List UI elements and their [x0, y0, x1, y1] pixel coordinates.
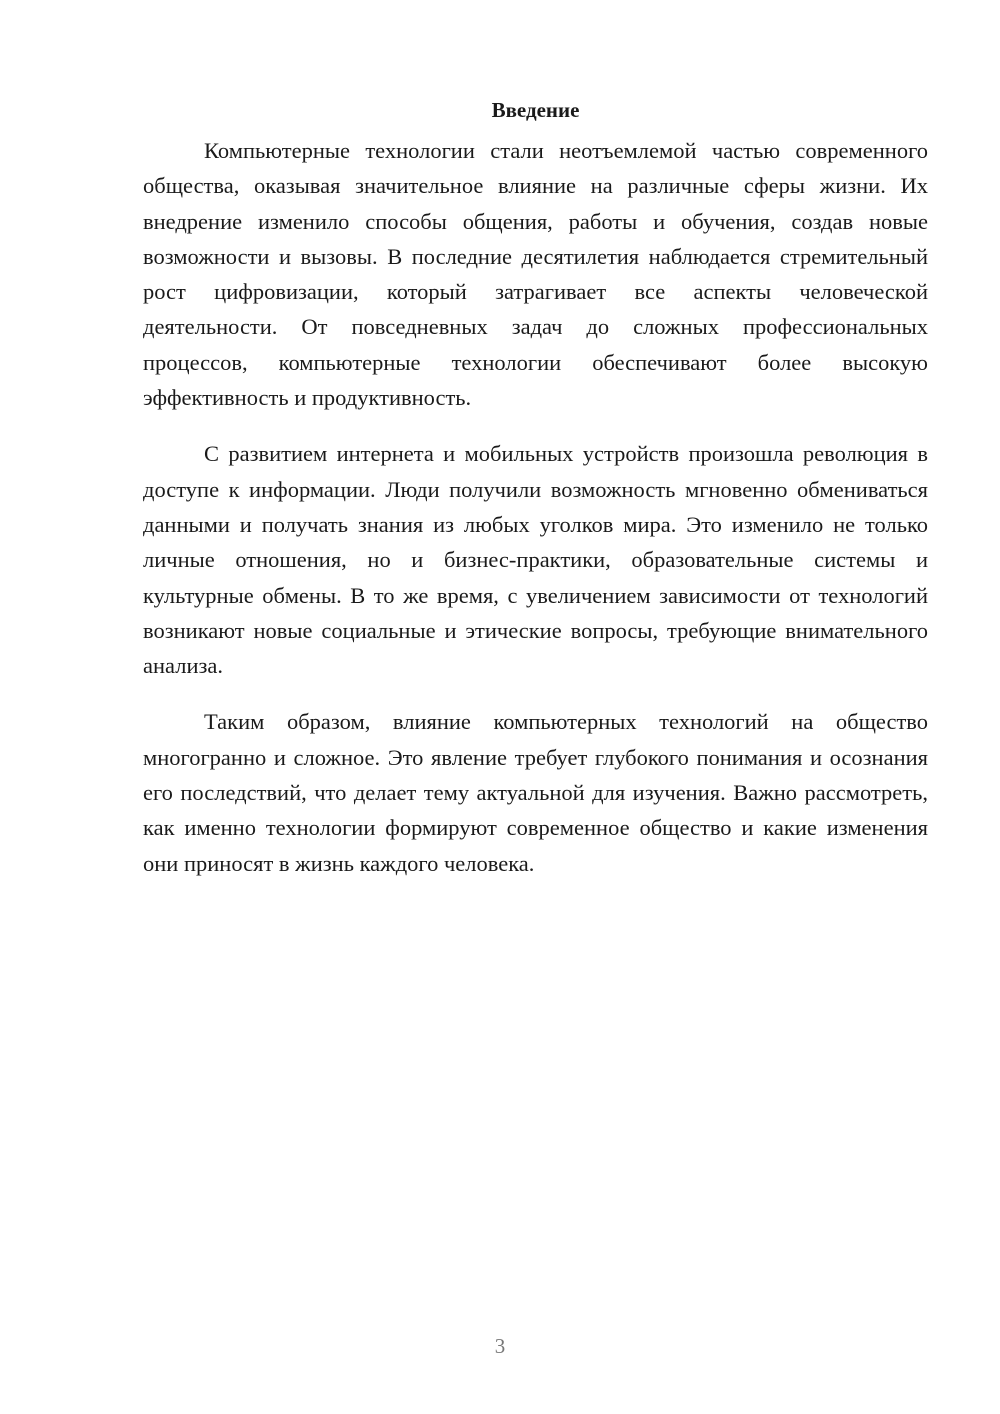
paragraph-1: Компьютерные технологии стали неотъемлемой частью современного общества, оказывая значительное влияние на различные сферы жизни. Их внедрение изменило способы общения, работы и обучения, создав новые возможности и вызовы. В последние десятилетия наблюдается стремительный рост цифровизации, который затрагивает все аспекты человеческой деятельности. От повседневных задач до сложных профессиональных процессов, компьютерные технологии обеспечивают более высокую эффективность и продуктивность. — [143, 138, 928, 411]
page-number: 3 — [494, 1334, 506, 1358]
section-heading: Введение — [491, 98, 580, 122]
page-content — [143, 94, 928, 902]
paragraph-3: Таким образом, влияние компьютерных технологий на общество многогранно и сложное. Это явление требует глубокого понимания и осознания его последствий, что делает тему актуальной для изучения. Важно рассмотреть, как именно технологии формируют современное общество и какие изменения они приносят в жизнь каждого человека. — [143, 709, 928, 876]
paragraph-2: С развитием интернета и мобильных устройств произошла революция в доступе к информации. Люди получили возможность мгновенно обмениваться данными и получать знания из любых уголков мира. Это изменило не только личные отношения, но и бизнес-практики, образовательные системы и культурные обмены. В то же время, с увеличением зависимости от технологий возникают новые социальные и этические вопросы, требующие внимательного анализа. — [143, 441, 928, 679]
